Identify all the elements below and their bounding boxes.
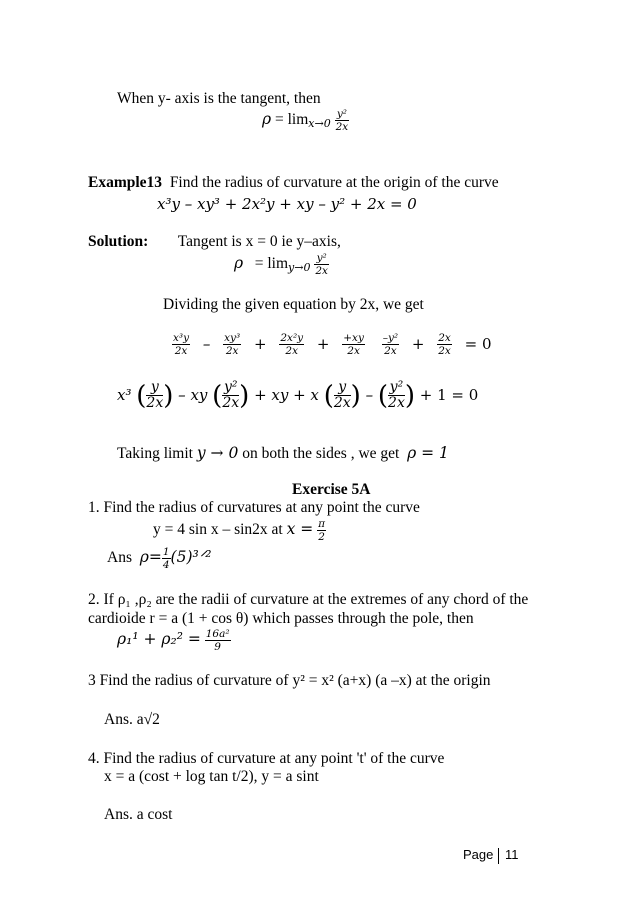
sixteen-a2-over-9: $\frac{\text{16a²}}{9}$ <box>205 628 230 654</box>
footer-page-label: Page <box>463 847 494 862</box>
q4-line-1: 4. Find the radius of curvature at any point 't' of the curve <box>88 750 445 767</box>
q1-curve-line: y = 4 sin x – sin2x at x = $\frac{\pi}{2}$ <box>153 518 326 544</box>
exercise-title: Exercise 5A <box>292 481 371 498</box>
limit-expression: y → 0 <box>196 444 239 462</box>
intro-text: When y- axis is the tangent, then <box>117 90 321 107</box>
example-heading <box>88 174 499 192</box>
curve-equation: x³y – xy³ + 2x²y + xy – y² + 2x = 0 <box>157 195 417 213</box>
q1-text: 1. Find the radius of curvatures at any point the curve <box>88 499 420 516</box>
limit-result: ρ = 1 <box>407 444 449 462</box>
q2-line-2: cardioide r = a (1 + cos θ) which passes through the pole, then <box>88 610 474 627</box>
y2-over-2x: $\frac{\text{y²}}{2x}$ <box>335 108 349 134</box>
divided-equation: $\frac{\text{x³y}}{2x}$ – $\frac{\text{xy³}}{2x}$ + $\frac{\text{2x²y}}{2x}$ + $\frac{+xy}{2x}$ $\frac{\text{–y²}}{2x}$ + $\frac{2x}{2x}$ = 0 <box>173 332 492 358</box>
q2-line-1: 2. If ρ₁ ,ρ₂ are the radii of curvature at the extremes of any chord of the <box>88 591 529 608</box>
dividing-text: Dividing the given equation by 2x, we get <box>163 296 424 313</box>
rho-limit-x <box>262 108 349 133</box>
lim-subscript-y: y→0 <box>288 261 311 275</box>
pi-over-2: $\frac{\pi}{2}$ <box>318 518 326 544</box>
footer-separator <box>498 848 499 864</box>
solution-label: Solution: <box>88 233 149 250</box>
solution-text: Tangent is x = 0 ie y–axis, <box>177 233 341 250</box>
term-3: $\frac{\text{2x²y}}{2x}$ <box>280 332 304 358</box>
example-text: Find the radius of curvature at the origin of the curve <box>169 174 499 191</box>
rho-limit-y: ρ = limy→0 $\frac{\text{y²}}{2x}$ <box>234 252 328 278</box>
term-5: $\frac{\text{–y²}}{2x}$ <box>382 332 399 358</box>
q3-answer: Ans. a√2 <box>104 711 160 728</box>
term-4: $\frac{+xy}{2x}$ <box>343 332 364 358</box>
q2-formula: ρ₁¹ + ρ₂² = $\frac{\text{16a²}}{9}$ <box>117 628 230 654</box>
solution-line <box>88 233 341 251</box>
q3-text: 3 Find the radius of curvature of y² = x² (a+x) (a –x) at the origin <box>88 672 491 689</box>
q4-answer: Ans. a cost <box>104 806 173 823</box>
one-fourth: $\frac{1}{4}$ <box>162 546 170 572</box>
term-2: $\frac{\text{xy³}}{2x}$ <box>224 332 241 358</box>
lim-subscript-x: x→0 <box>308 117 331 131</box>
term-1: $\frac{\text{x³y}}{2x}$ <box>173 332 190 358</box>
lim-label: lim <box>287 111 309 129</box>
rewritten-equation: x³ ( $\frac{y}{2x}$ ) – xy ( $\frac{\text{y²}}{2x}$ ) + xy + x ( $\frac{y}{2x}$ ) – ( $\frac{\text{y²}}{2x}$ ) + 1 = 0 <box>117 379 479 412</box>
footer-page-number: 11 <box>505 847 519 862</box>
q1-answer: Ans ρ= $\frac{1}{4}$ (5)³ᐟ² <box>107 546 212 572</box>
example-label: Example13 <box>88 174 163 191</box>
taking-limit-line: Taking limit y → 0 on both the sides , we get ρ = 1 <box>117 444 449 462</box>
rho-symbol: ρ <box>262 110 272 129</box>
equals: = <box>275 111 284 129</box>
y2-over-2x-b: $\frac{\text{y²}}{2x}$ <box>315 252 328 278</box>
term-6: $\frac{2x}{2x}$ <box>438 332 451 358</box>
q4-line-2: x = a (cost + log tan t/2), y = a sint <box>104 768 319 785</box>
